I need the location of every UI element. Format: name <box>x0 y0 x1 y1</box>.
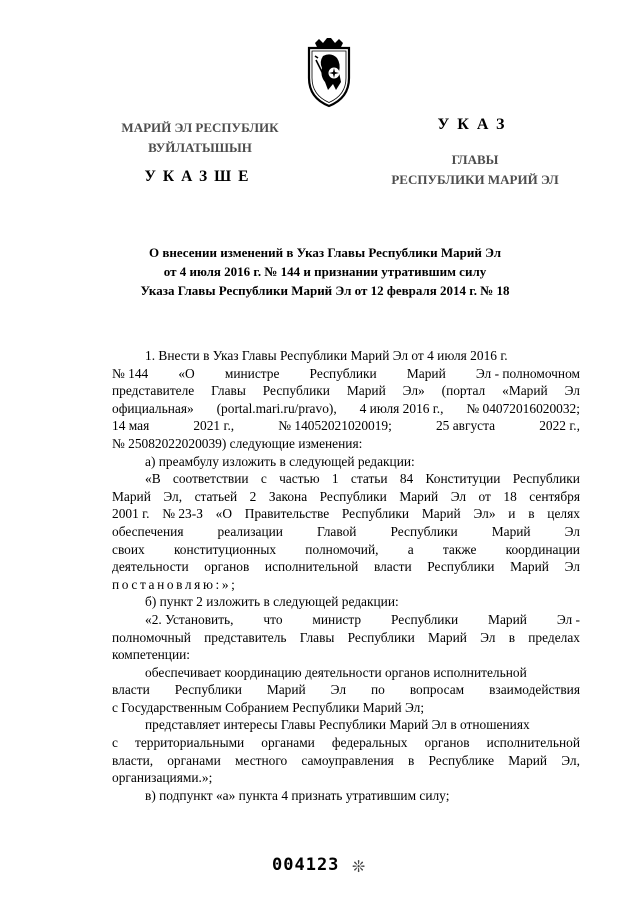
word: что <box>263 611 283 627</box>
word: Эл <box>564 383 580 399</box>
header-left-line1: МАРИЙ ЭЛ РЕСПУБЛИК <box>121 120 279 135</box>
document-title <box>80 243 570 300</box>
word: власти, <box>112 752 154 768</box>
word: (портал <box>441 383 486 399</box>
title-line2: от 4 июля 2016 г. № 144 и признании утратившим силу <box>163 264 487 279</box>
word: Эл <box>330 682 347 698</box>
word: Марий <box>406 365 446 381</box>
word: Республики <box>390 523 458 539</box>
word: Республики <box>262 383 330 399</box>
title-line3: Указа Главы Республики Марий Эл от 12 февраля 2014 г. № 18 <box>140 283 510 298</box>
word: представитель <box>204 629 287 645</box>
body-line-11 <box>112 523 580 541</box>
body-line-24 <box>112 752 580 770</box>
word: Марий <box>266 682 306 698</box>
header-right-line2: РЕСПУБЛИКИ МАРИЙ ЭЛ <box>391 172 559 187</box>
word: № 04072016020032; <box>466 400 580 416</box>
word: Эл, <box>561 752 580 768</box>
word: Марий <box>488 611 527 627</box>
body-line-14: постановляю:»; <box>112 576 238 592</box>
word: Марий <box>428 629 467 645</box>
word: органами <box>261 735 315 751</box>
word: «2. Установить, <box>145 611 234 627</box>
body-line-2 <box>112 365 580 383</box>
body-line-23 <box>112 734 580 752</box>
word: Республики <box>427 559 495 575</box>
word: (portal.mari.ru/pravo), <box>216 400 337 416</box>
body-line-8 <box>112 470 580 488</box>
body-line-13 <box>112 558 580 576</box>
word: федеральных <box>331 735 408 751</box>
body-line-6: № 25082022020039) следующие изменения: <box>112 435 363 451</box>
header-right-block <box>360 150 590 190</box>
word: органами <box>167 752 221 768</box>
body-line-10 <box>112 505 580 523</box>
flower-mark-icon: ❊ <box>352 857 366 876</box>
header-right-line1: ГЛАВЫ <box>451 152 499 167</box>
word: 2001 г. <box>112 506 150 522</box>
word: территориальными <box>134 735 245 751</box>
body-line-1: 1. Внести в Указ Главы Республики Марий Эл от 4 июля 2016 г. <box>145 348 508 363</box>
body-line-19: обеспечивает координацию деятельности органов исполнительной <box>145 664 527 680</box>
word: 4 июля 2016 г., <box>359 400 444 416</box>
body-line-7: а) преамбулу изложить в следующей редакции: <box>145 453 415 469</box>
word: Эл - <box>556 611 580 627</box>
word: 2021 г., <box>193 418 235 434</box>
word: сентября <box>529 488 580 504</box>
word: с <box>112 735 118 751</box>
word: органов <box>424 735 470 751</box>
word: Республики <box>309 365 377 381</box>
body-line-20 <box>112 681 580 699</box>
word: конституционных <box>173 541 277 557</box>
word: Марий <box>421 506 461 522</box>
word: Республики <box>319 488 387 504</box>
word: координации <box>505 541 580 557</box>
word: власти <box>373 559 412 575</box>
body-line-3 <box>112 382 580 400</box>
word: Республики <box>174 682 242 698</box>
header-left-ukazshe: УКАЗШЕ <box>144 168 256 185</box>
header-right-ukaz: УКАЗ <box>437 116 513 133</box>
body-line-18: компетенции: <box>112 647 191 663</box>
word: 25 августа <box>435 418 496 434</box>
word: 2 <box>249 488 257 504</box>
word: и <box>508 506 516 522</box>
word: в <box>508 629 516 645</box>
word: Марий <box>508 752 548 768</box>
word: Эл <box>564 559 580 575</box>
word: 2022 г., <box>539 418 580 434</box>
word: Республики <box>347 629 415 645</box>
body-line-22: представляет интересы Главы Республики Марий Эл в отношениях <box>145 717 530 733</box>
word: Главы <box>211 383 246 399</box>
body-line-9 <box>112 488 580 506</box>
word: Марий <box>346 383 386 399</box>
word: Марий <box>399 488 439 504</box>
title-line1: О внесении изменений в Указ Главы Республики Марий Эл <box>148 245 502 260</box>
document-body <box>112 347 580 804</box>
body-line-25: организациями.»; <box>112 770 213 786</box>
word: Марий <box>491 523 531 539</box>
word: Главой <box>317 523 357 539</box>
word: Эл <box>564 523 580 539</box>
word: 14 мая <box>112 418 150 434</box>
word: Эл <box>480 629 496 645</box>
word: пределах <box>528 629 580 645</box>
word: деятельности <box>112 559 189 575</box>
word: Марий <box>510 559 549 575</box>
word: соответствии <box>172 471 249 487</box>
word: № 14052021020019; <box>278 418 392 434</box>
body-line-15: б) пункт 2 изложить в следующей редакции: <box>145 594 399 610</box>
word: «О <box>178 365 195 381</box>
word: 84 <box>399 471 414 487</box>
word: Республики <box>390 611 459 627</box>
word: в <box>528 506 535 522</box>
word: министр <box>312 611 362 627</box>
word: Республики <box>341 506 410 522</box>
word: своих <box>112 541 145 557</box>
word: реализации <box>217 523 283 539</box>
word: статьей <box>194 488 238 504</box>
body-line-4 <box>112 400 580 418</box>
coat-of-arms-bear-icon <box>301 38 357 108</box>
word: Закона <box>268 488 308 504</box>
word: Конституции <box>425 471 501 487</box>
word: целях <box>547 506 580 522</box>
body-line-26: в) подпункт «а» пункта 4 признать утратившим силу; <box>145 787 450 803</box>
word: № 23-З <box>162 506 203 522</box>
word: с <box>260 471 267 487</box>
word: полномочный <box>112 629 191 645</box>
word: Эл» <box>473 506 496 522</box>
header-left-block <box>100 118 300 158</box>
word: частью <box>279 471 320 487</box>
document-number: 004123 <box>272 855 340 875</box>
word: Марий <box>112 488 151 504</box>
body-line-16 <box>112 611 580 629</box>
word: 1 <box>331 471 339 487</box>
word: полномочий, <box>305 541 379 557</box>
word: «В <box>145 471 161 487</box>
word: № 144 <box>112 365 149 381</box>
word: власти <box>112 682 150 698</box>
word: «Марий <box>502 383 548 399</box>
word: Эл - полномочном <box>475 365 580 381</box>
word: статьи <box>350 471 388 487</box>
word: исполнительной <box>486 735 580 751</box>
body-line-12 <box>112 541 580 559</box>
word: Эл, <box>163 488 183 504</box>
word: исполнительной <box>264 559 359 575</box>
word: официальная» <box>112 400 194 416</box>
header-left-line2: ВУЙЛАТЫШЫН <box>148 140 252 155</box>
word: Республике <box>428 752 495 768</box>
word: Республики <box>512 471 580 487</box>
word: Эл <box>450 488 467 504</box>
word: Главы <box>299 629 335 645</box>
word: а <box>407 541 414 557</box>
body-line-21: с Государственным Собранием Республики Марий Эл; <box>112 699 425 715</box>
word: 18 <box>503 488 517 504</box>
word: органов <box>204 559 250 575</box>
word: от <box>478 488 491 504</box>
word: по <box>370 682 385 698</box>
body-line-5 <box>112 417 580 435</box>
word: взаимодействия <box>489 682 580 698</box>
word: обеспечения <box>112 523 184 539</box>
word: представителе <box>112 383 195 399</box>
word: министре <box>224 365 280 381</box>
word: также <box>442 541 477 557</box>
word: вопросам <box>409 682 465 698</box>
word: самоуправления <box>301 752 394 768</box>
word: Правительстве <box>244 506 330 522</box>
word: Эл» <box>402 383 425 399</box>
word: местного <box>234 752 288 768</box>
word: в <box>407 752 415 768</box>
body-line-17 <box>112 629 580 647</box>
word: «О <box>215 506 233 522</box>
